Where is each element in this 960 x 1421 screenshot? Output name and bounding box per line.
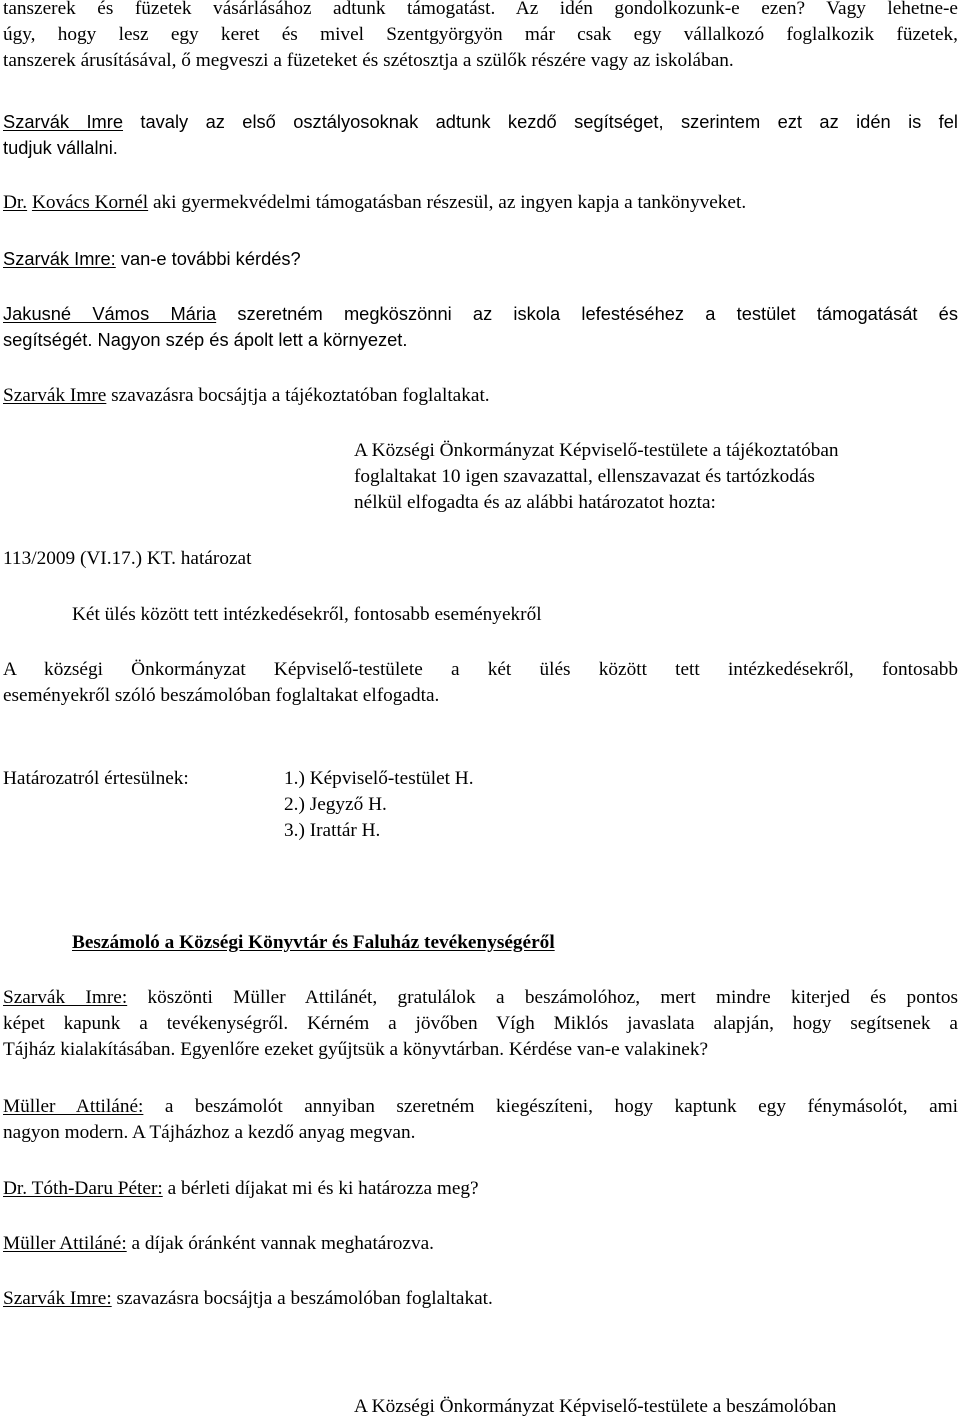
recipient-item: 1.) Képviselő-testület H. xyxy=(284,768,474,789)
vote-line: nélkül elfogadta és az alábbi határozatot hozta: xyxy=(354,492,716,513)
statement-szarvak-4 xyxy=(3,985,958,1063)
statement-line: Tájház kialakításában. Egyenlőre ezeket gyűjtsük a könyvtárban. Kérdése van-e valakinek? xyxy=(3,1039,709,1060)
statement-text: köszönti Müller Attilánét, gratulálok a beszámolóhoz, mert mindre kiterjed és pontos xyxy=(127,987,958,1008)
speaker-name: Szarvák Imre: xyxy=(3,1288,112,1309)
statement-szarvak-5 xyxy=(3,1286,958,1312)
statement-text: szeretném megköszönni az iskola lefestéséhez a testület támogatását és xyxy=(216,303,958,324)
statement-line xyxy=(3,1286,958,1312)
vote-line: A Községi Önkormányzat Képviselő-testülete a beszámolóban xyxy=(354,1396,837,1417)
vote-line: foglaltakat 10 igen szavazattal, ellenszavazat és tartózkodás xyxy=(354,466,815,487)
statement-line xyxy=(3,1231,958,1257)
statement-line xyxy=(3,383,958,409)
notify-label: Határozatról értesülnek: xyxy=(3,768,189,789)
statement-text: szavazásra bocsájtja a beszámolóban foglaltakat. xyxy=(111,1288,493,1309)
resolution-line: A községi Önkormányzat Képviselő-testülete a két ülés között tett intézkedésekről, fontosabb xyxy=(3,659,958,680)
speaker-name: Szarvák Imre xyxy=(3,385,107,406)
speaker-name: Müller Attiláné: xyxy=(3,1096,144,1117)
statement-szarvak-1 xyxy=(3,109,958,161)
statement-text: szavazásra bocsájtja a tájékoztatóban foglaltakat. xyxy=(106,385,490,406)
statement-line: segítségét. Nagyon szép és ápolt lett a környezet. xyxy=(3,329,408,350)
statement-szarvak-2 xyxy=(3,246,958,272)
statement-toth-daru xyxy=(3,1176,958,1202)
statement-muller-1 xyxy=(3,1094,958,1146)
speaker-name: Szarvák Imre: xyxy=(3,987,128,1008)
statement-text: a beszámolót annyiban szeretném kiegészíteni, hogy kaptunk egy fénymásolót, ami xyxy=(143,1096,958,1117)
statement-text: a bérleti díjakat mi és ki határozza meg? xyxy=(162,1178,479,1199)
resolution-line: eseményekről szóló beszámolóban foglaltakat elfogadta. xyxy=(3,685,440,706)
speaker-name: Dr. Tóth-Daru Péter: xyxy=(3,1178,163,1199)
intro-line-3: tanszerek árusításával, ő megveszi a füzeteket és szétosztja a szülők részére vagy az iskolában. xyxy=(3,50,734,71)
statement-line xyxy=(3,246,958,272)
speaker-name: Müller Attiláné: xyxy=(3,1233,127,1254)
intro-line-2: úgy, hogy lesz egy keret és mivel Szentgyörgyön már csak egy vállalkozó foglalkozik füzetek, xyxy=(3,24,958,45)
intro-line-1: tanszerek és füzetek vásárlásához adtunk támogatást. Az idén gondolkozunk-e ezen? Vagy lehetne-e xyxy=(3,0,958,19)
statement-line: képet kapunk a tevékenységről. Kérném a jövőben Vígh Miklós javaslata alapján, hogy segítsenek a xyxy=(3,1013,958,1034)
statement-jakusne xyxy=(3,301,958,353)
vote-result-2 xyxy=(354,1394,958,1420)
resolution-subject: Két ülés között tett intézkedésekről, fontosabb eseményekről xyxy=(72,604,542,625)
speaker-prefix: Dr. xyxy=(3,192,28,213)
resolution-body xyxy=(3,657,958,709)
speaker-name: Szarvák Imre: xyxy=(3,248,116,269)
statement-line xyxy=(3,1176,958,1202)
statement-text: van-e további kérdés? xyxy=(115,248,301,269)
recipient-list xyxy=(284,766,684,844)
recipient-item: 3.) Irattár H. xyxy=(284,820,381,841)
statement-muller-2 xyxy=(3,1231,958,1257)
statement-line xyxy=(3,109,958,135)
speaker-name: Szarvák Imre xyxy=(3,111,124,132)
statement-line xyxy=(3,190,958,216)
statement-line xyxy=(3,1094,958,1120)
statement-text: aki gyermekvédelmi támogatásban részesül, az ingyen kapja a tankönyveket. xyxy=(148,192,747,213)
recipient-item: 2.) Jegyző H. xyxy=(284,794,387,815)
statement-text: a díjak óránként vannak meghatározva. xyxy=(126,1233,434,1254)
statement-line xyxy=(3,301,958,327)
vote-result-1 xyxy=(354,438,958,516)
speaker-name: Jakusné Vámos Mária xyxy=(3,303,217,324)
resolution-number: 113/2009 (VI.17.) KT. határozat xyxy=(3,548,252,569)
section-heading: Beszámoló a Községi Könyvtár és Faluház tevékenységéről xyxy=(72,932,555,953)
statement-line: nagyon modern. A Tájházhoz a kezdő anyag megvan. xyxy=(3,1122,416,1143)
speaker-name: Kovács Kornél xyxy=(31,192,149,213)
intro-paragraph xyxy=(3,0,958,74)
vote-line: A Községi Önkormányzat Képviselő-testülete a tájékoztatóban xyxy=(354,440,839,461)
statement-line: tudjuk vállalni. xyxy=(3,137,118,158)
statement-kovacs xyxy=(3,190,958,216)
statement-line xyxy=(3,985,958,1011)
statement-text: tavaly az első osztályosoknak adtunk kezdő segítséget, szerintem ezt az idén is fel xyxy=(123,111,958,132)
statement-szarvak-3 xyxy=(3,383,958,409)
